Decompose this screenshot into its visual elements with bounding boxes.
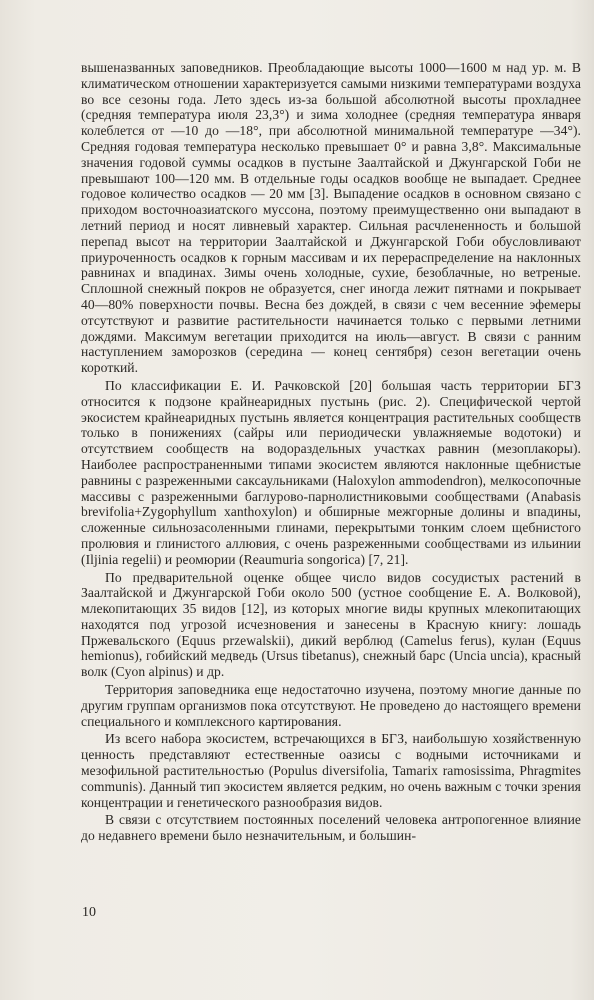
paragraph-species: По предварительной оценке общее число видов сосудистых растений в Заалтайской и Джунгарской Гоби около 500 (устное сообщение Е. А. Волковой), млекопитающих 35 видов [12], из которых многие виды крупных млекопитающих находятся под угрозой исчезновения и занесены в Красную книгу: лошадь Пржевальского (Equus przewalskii), дикий верблюд (Camelus ferus), кулан (Equus hemionus), гобийский медведь (Ursus tibetanus), снежный барс (Uncia uncia), красный волк (Cyon alpinus) и др. (81, 569, 581, 680)
paragraph-oases: Из всего набора экосистем, встречающихся в БГЗ, наибольшую хозяйственную ценность представляют естественные оазисы с водными источниками и мезофильной растительностью (Populus diversifolia, Tamarix ramosissima, Phragmites communis). Данный тип экосистем является редким, но очень важным с точки зрения концентрации и генетического разнообразия видов. (81, 731, 581, 810)
paragraph-anthropogenic: В связи с отсутствием постоянных поселений человека антропогенное влияние до недавнего времени было незначительным, и большин- (81, 812, 581, 844)
body-text (81, 60, 581, 846)
paragraph-study-status: Территория заповедника еще недостаточно изучена, поэтому многие данные по другим группам организмов пока отсутствуют. Не проведено до настоящего времени специального и комплексного картирования. (81, 682, 581, 729)
paragraph-climate: вышеназванных заповедников. Преобладающие высоты 1000—1600 м над ур. м. В климатическом отношении характеризуется самыми низкими температурами воздуха во все сезоны года. Лето здесь из-за большой абсолютной высоты прохладнее (средняя температура июля 23,3°) и зима холоднее (средняя температура января колеблется от —10 до —18°, при абсолютной минимальной температуре —34°). Средняя годовая температура несколько превышает 0° и равна 3,8°. Максимальные значения годовой суммы осадков в пустыне Заалтайской и Джунгарской Гоби не превышают 100—120 мм. В отдельные годы осадков вообще не выпадает. Среднее годовое количество осадков — 20 мм [3]. Выпадение осадков в основном связано с приходом восточноазиатского муссона, поэтому преимущественно они выпадают в летний период и носят ливневый характер. Сильная расчлененность и большой перепад высот на территории Заалтайской и Джунгарской Гоби обусловливают приуроченность осадков к горным массивам и их перераспределение на наклонных равнинах и впадинах. Зимы очень холодные, сухие, безоблачные, но ветреные. Сплошной снежный покров не образуется, снег иногда лежит пятнами и покрывает 40—80% поверхности почвы. Весна без дождей, в связи с чем весенние эфемеры отсутствуют и развитие растительности начинается только с первыми летними дождями. Максимум вегетации приходится на июль—август. В связи с ранним наступлением заморозков (середина — конец сентября) сезон вегетации очень короткий. (81, 60, 581, 376)
paragraph-classification: По классификации Е. И. Рачковской [20] большая часть территории БГЗ относится к подзоне крайнеаридных пустынь (рис. 2). Специфической чертой экосистем крайнеаридных пустынь является концентрация растительных сообществ только в понижениях (сайры или периодически увлажняемые водотоки) и отсутствием сообществ на водораздельных участках равнин (мезоплакоры). Наиболее распространенными типами экосистем являются наклонные щебнистые равнины с разреженными саксаульниками (Haloxylon ammodendron), мелкосопочные массивы с разреженными баглурово-парнолистниковыми сообществами (Anabasis brevifolia+Zygophyllum xanthoxylon) и обширные межгорные долины и впадины, сложенные сильнозасоленными глинами, перекрытыми тонким слоем щебнистого пролювия и глинистого аллювия, с очень разреженными сообществами из ильинии (Iljinia regelii) и реомюрии (Reaumuria songorica) [7, 21]. (81, 377, 581, 567)
page-number: 10 (82, 905, 96, 920)
